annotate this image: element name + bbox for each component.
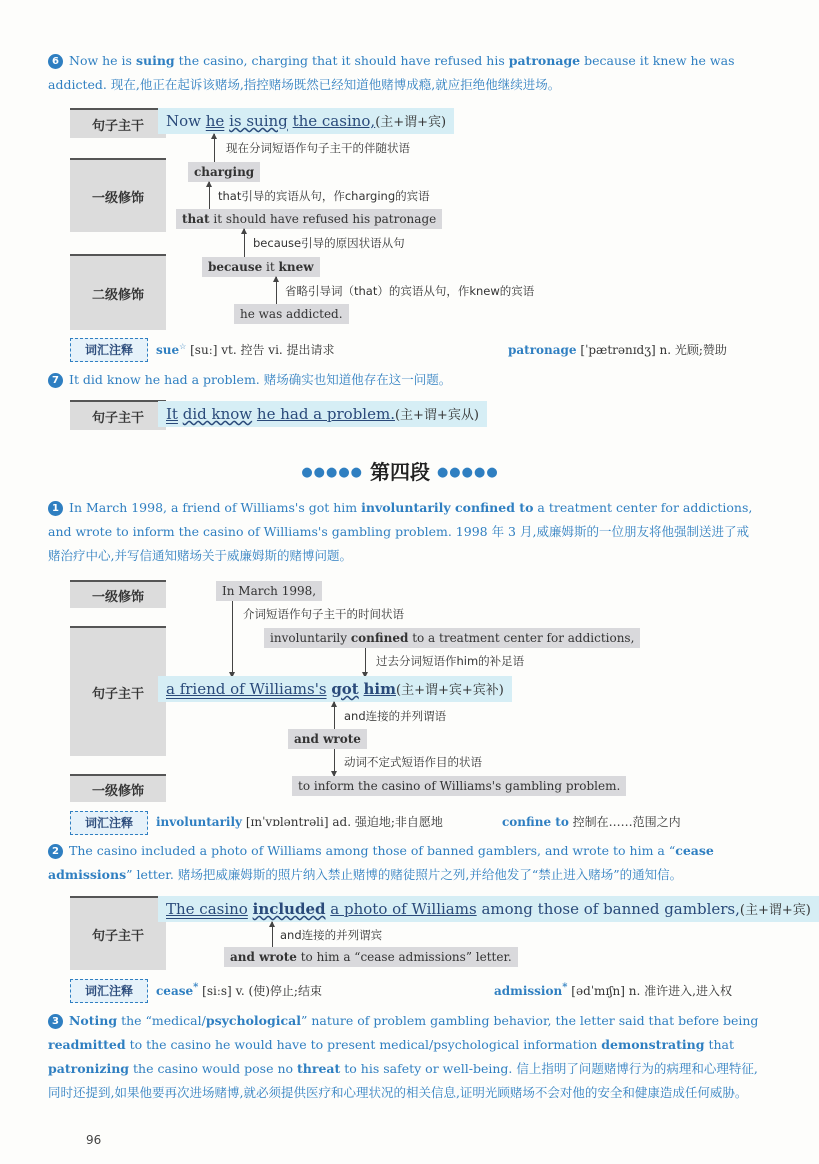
arrow-connector: [365, 648, 366, 677]
modifier-text: involuntarily: [270, 631, 351, 645]
sentence-number-badge: 1: [48, 501, 63, 516]
star-icon: *: [193, 982, 199, 993]
modifier-box: [264, 628, 640, 648]
vocab-phonetic: [ədˈmɪʃn]: [571, 984, 625, 998]
sentence-3-en-part: to his safety or well-being.: [340, 1061, 513, 1076]
decor-dots: ●●●●●: [301, 465, 364, 480]
vocab-tag: 词汇注释: [70, 338, 148, 362]
modifier-box: to inform the casino of Williams's gambling problem.: [292, 776, 626, 796]
main-clause-part: among those of banned gamblers,: [476, 900, 740, 918]
vocab-tag: 词汇注释: [70, 979, 148, 1003]
sentence-1-en: In March 1998, a friend of Williams's got him: [69, 500, 362, 515]
modifier-box: he was addicted.: [234, 304, 349, 324]
vocab-definition: ad. 强迫地;非自愿地: [332, 815, 443, 829]
keyword: readmitted: [48, 1037, 126, 1052]
vocab-item-sue: [156, 341, 335, 358]
page-number: 96: [86, 1133, 102, 1147]
arrow-connector: [334, 749, 335, 776]
structure-tag: (主+谓+宾): [739, 903, 811, 918]
modifier-text: to a treatment center for addictions,: [408, 631, 635, 645]
arrow-connector: [334, 702, 335, 730]
vocab-definition: 控制在……范围之内: [572, 815, 681, 829]
arrow-connector: [272, 922, 273, 948]
sentence-1-en-part: a treatment center for addictions, and wrote to inform the casino of Williams's gambling problem.: [48, 500, 753, 539]
modifier-keyword: and wrote: [230, 950, 297, 964]
main-clause-box: [158, 401, 487, 427]
sentence-7-en: It did know he had a problem.: [69, 372, 260, 387]
grammar-note: 省略引导词（that）的宾语从句，作knew的宾语: [285, 284, 535, 298]
keyword: psychological: [205, 1013, 301, 1028]
vocab-definition: v. (使)停止;结束: [235, 984, 322, 998]
grammar-note: 动词不定式短语作目的状语: [344, 755, 482, 769]
sentence-2: [48, 839, 760, 887]
sentence-7-zh: 赌场确实也知道他存在这一问题。: [263, 372, 452, 387]
keyword: patronizing: [48, 1061, 130, 1076]
label-first-level-modifier: 一级修饰: [70, 158, 166, 232]
keyword: demonstrating: [601, 1037, 705, 1052]
label-main-clause: 句子主干: [70, 108, 166, 138]
modifier-box: and wrote: [288, 729, 367, 749]
vocab-definition: n. 光顾;赞助: [659, 343, 727, 357]
keyword: patronage: [508, 53, 581, 68]
modifier-box: [224, 947, 518, 967]
subject: he: [205, 112, 225, 130]
label-main-clause: 句子主干: [70, 896, 166, 970]
sentence-2-zh: 赌场把威廉姆斯的照片纳入禁止赌博的赌徒照片之列,并给他发了“禁止进入赌场”的通知信。: [177, 867, 683, 882]
object-clause: he had a problem.: [256, 405, 395, 423]
section-title-text: 第四段: [370, 460, 430, 484]
arrow-connector: [244, 229, 245, 257]
arrow-connector: [214, 134, 215, 162]
sentence-3-en: the “medical/: [117, 1013, 206, 1028]
modifier-text: to him a “cease admissions” letter.: [296, 950, 512, 964]
keyword: threat: [297, 1061, 341, 1076]
vocab-item-involuntarily: [156, 813, 443, 830]
sentence-3-en-part: to the casino he would have to present medical/psychological information: [125, 1037, 602, 1052]
sentence-number-badge: 7: [48, 373, 63, 388]
vocab-word: admission: [494, 984, 563, 998]
modifier-box: charging: [188, 162, 260, 182]
vocab-phonetic: [suː]: [190, 343, 218, 357]
sentence-3-zh: 信上指明了问题赌博行为的病理和心理特征,同时还提到,如果他要再次进场赌博,就必须提供医疗和心理状况的相关信息,证明光顾赌场不会对他的安全和健康造成任何威胁。: [48, 1061, 758, 1100]
grammar-note: and连接的并列谓语: [344, 709, 447, 723]
sentence-2-en: The casino included a photo of Williams among those of banned gamblers, and wrote to him a “: [69, 843, 676, 858]
grammar-note: 过去分词短语作him的补足语: [376, 654, 525, 668]
section-title: [0, 456, 800, 485]
vocab-item-cease: [156, 982, 322, 999]
sentence-3-en-part: that: [704, 1037, 735, 1052]
grammar-note: and连接的并列谓宾: [280, 928, 383, 942]
label-first-level-modifier: 一级修饰: [70, 580, 166, 608]
arrow-connector: [276, 277, 277, 305]
vocab-word: cease: [156, 984, 194, 998]
keyword: involuntarily confined to: [361, 500, 534, 515]
modifier-keyword: confined: [350, 631, 409, 645]
keyword: Noting: [69, 1013, 118, 1028]
arrow-connector: [209, 182, 210, 210]
vocab-item-confine-to: [502, 813, 681, 830]
vocab-word: confine to: [502, 815, 569, 829]
main-clause-box: [158, 896, 819, 922]
modifier-box: [202, 257, 320, 277]
star-icon: ☆: [179, 342, 187, 351]
sentence-6-en: Now he is: [69, 53, 136, 68]
label-second-level-modifier: 二级修饰: [70, 254, 166, 330]
sentence-3-en-part: ” nature of problem gambling behavior, the letter said that before being: [300, 1013, 759, 1028]
modifier-box: [176, 209, 442, 229]
vocab-phonetic: [siːs]: [202, 984, 232, 998]
label-main-clause: 句子主干: [70, 626, 166, 756]
predicate: is suing: [229, 112, 288, 130]
modifier-text: it: [262, 260, 279, 274]
object: him: [363, 680, 396, 698]
predicate: got: [331, 680, 359, 698]
sentence-6-zh: 现在,他正在起诉该赌场,指控赌场既然已经知道他赌博成瘾,就应拒绝他继续进场。: [110, 77, 561, 92]
vocab-definition: vt. 控告 vi. 提出请求: [221, 343, 335, 357]
modifier-keyword: because: [208, 260, 263, 274]
grammar-note: 现在分词短语作句子主干的伴随状语: [226, 141, 410, 155]
vocab-tag: 词汇注释: [70, 811, 148, 835]
vocab-phonetic: [ɪnˈvɒləntrəli]: [245, 815, 329, 829]
sentence-number-badge: 6: [48, 54, 63, 69]
main-clause-part: Now: [166, 112, 206, 130]
subject: a friend of Williams's: [166, 680, 327, 698]
object: the casino,: [292, 112, 376, 130]
grammar-note: 介词短语作句子主干的时间状语: [243, 607, 404, 621]
vocab-item-patronage: [508, 341, 727, 358]
sentence-3: [48, 1009, 760, 1105]
keyword: cease admissions: [48, 843, 714, 882]
sentence-number-badge: 3: [48, 1014, 63, 1029]
sentence-6-en-part: the casino, charging that it should have refused his: [174, 53, 509, 68]
vocab-phonetic: [ˈpætrənɪdʒ]: [580, 343, 656, 357]
subject: It: [166, 405, 178, 423]
label-first-level-modifier: 一级修饰: [70, 774, 166, 802]
sentence-7: [48, 368, 760, 392]
structure-tag: (主+谓+宾+宾补): [396, 683, 504, 698]
sentence-3-en-part: the casino would pose no: [129, 1061, 298, 1076]
vocab-item-admission: [494, 982, 732, 999]
vocab-definition: n. 准许进入,进入权: [628, 984, 732, 998]
modifier-box: In March 1998,: [216, 581, 322, 601]
sentence-number-badge: 2: [48, 844, 63, 859]
sentence-6-en-part: because it knew he was addicted.: [48, 53, 735, 92]
label-main-clause: 句子主干: [70, 400, 166, 430]
keyword: suing: [135, 53, 175, 68]
structure-tag: (主+谓+宾): [375, 115, 447, 130]
sentence-2-en-part: ” letter.: [126, 867, 174, 882]
grammar-note: that引导的宾语从句，作charging的宾语: [218, 189, 430, 203]
predicate: included: [252, 900, 326, 918]
structure-tag: (主+谓+宾从): [394, 408, 479, 423]
modifier-text: it should have refused his patronage: [209, 212, 437, 226]
main-clause-box: [158, 108, 454, 134]
star-icon: *: [562, 982, 568, 993]
sentence-1: [48, 496, 760, 568]
object: a photo of Williams: [330, 900, 477, 918]
modifier-keyword: that: [182, 212, 210, 226]
vocab-word: involuntarily: [156, 815, 242, 829]
vocab-word: sue: [156, 343, 180, 357]
sentence-1-zh: 1998 年 3 月,威廉姆斯的一位朋友将他强制送进了戒赌治疗中心,并写信通知赌场关于威廉姆斯的赌博问题。: [48, 524, 749, 563]
sentence-6: [48, 49, 760, 97]
decor-dots: ●●●●●: [436, 465, 499, 480]
predicate: did know: [182, 405, 253, 423]
grammar-note: because引导的原因状语从句: [253, 236, 405, 250]
subject: The casino: [166, 900, 248, 918]
vocab-word: patronage: [508, 343, 577, 357]
main-clause-box: [158, 676, 512, 702]
modifier-keyword: knew: [278, 260, 314, 274]
arrow-connector: [232, 601, 233, 677]
